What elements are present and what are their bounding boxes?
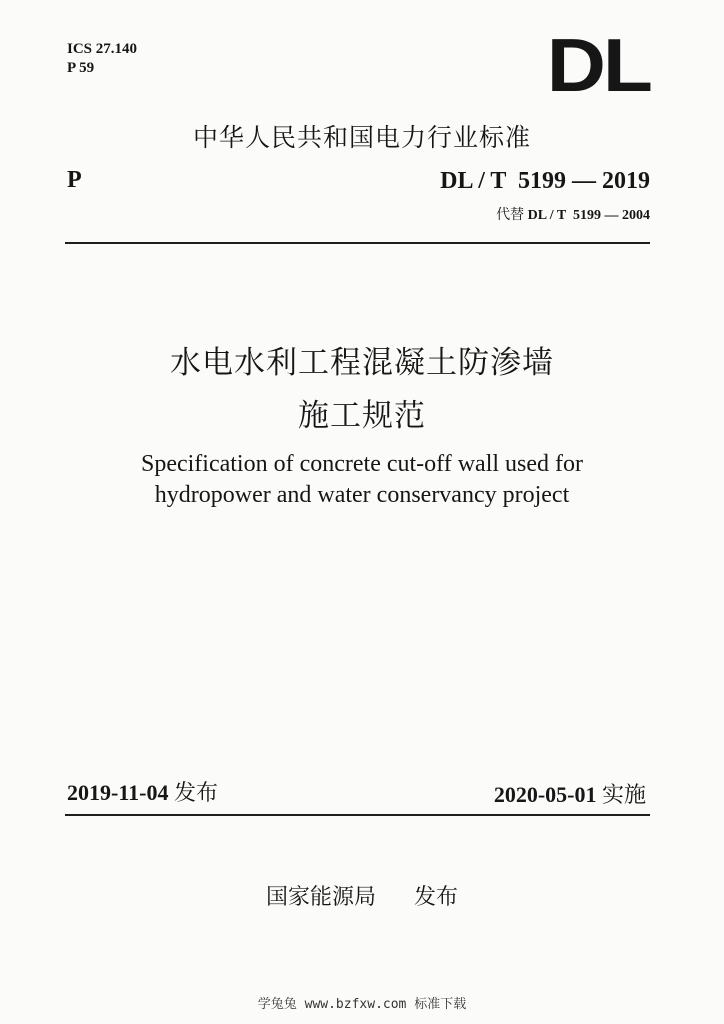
issuer-line <box>0 880 724 911</box>
issue-date-line <box>67 776 218 807</box>
watermark: 学兔兔 www.bzfxw.com 标准下载 <box>257 997 467 1012</box>
implement-date: 2020-05-01 <box>493 782 597 807</box>
title-cn-line1: 水电水利工程混凝土防渗墙 <box>170 345 554 381</box>
ccs-code: P 59 <box>67 60 95 76</box>
ics-codes <box>67 40 137 78</box>
classification-code: P <box>67 167 82 193</box>
implement-label: 实施 <box>601 783 646 808</box>
footer-divider <box>65 814 650 816</box>
dl-logo: DL <box>546 23 650 108</box>
title-en-line2: hydropower and water conservancy project <box>154 482 570 508</box>
issuer-label: 发布 <box>414 885 459 910</box>
implement-date-line <box>494 778 646 809</box>
title-en-line1: Specification of concrete cut-off wall used for <box>140 451 584 477</box>
industry-standard-heading: 中华人民共和国电力行业标准 <box>192 123 531 152</box>
standard-number: DL / T 5199 — 2019 <box>440 168 650 194</box>
replaces-label: 代替 <box>496 207 525 223</box>
issuer-name: 国家能源局 <box>265 885 376 910</box>
replaces-line <box>496 204 650 224</box>
issue-date: 2019-11-04 <box>67 780 169 805</box>
title-cn-line2: 施工规范 <box>298 398 426 434</box>
ics-code: ICS 27.140 <box>67 41 138 57</box>
header-divider <box>65 242 650 244</box>
issue-label: 发布 <box>173 781 218 806</box>
replaces-number: DL / T 5199 — 2004 <box>527 208 650 223</box>
